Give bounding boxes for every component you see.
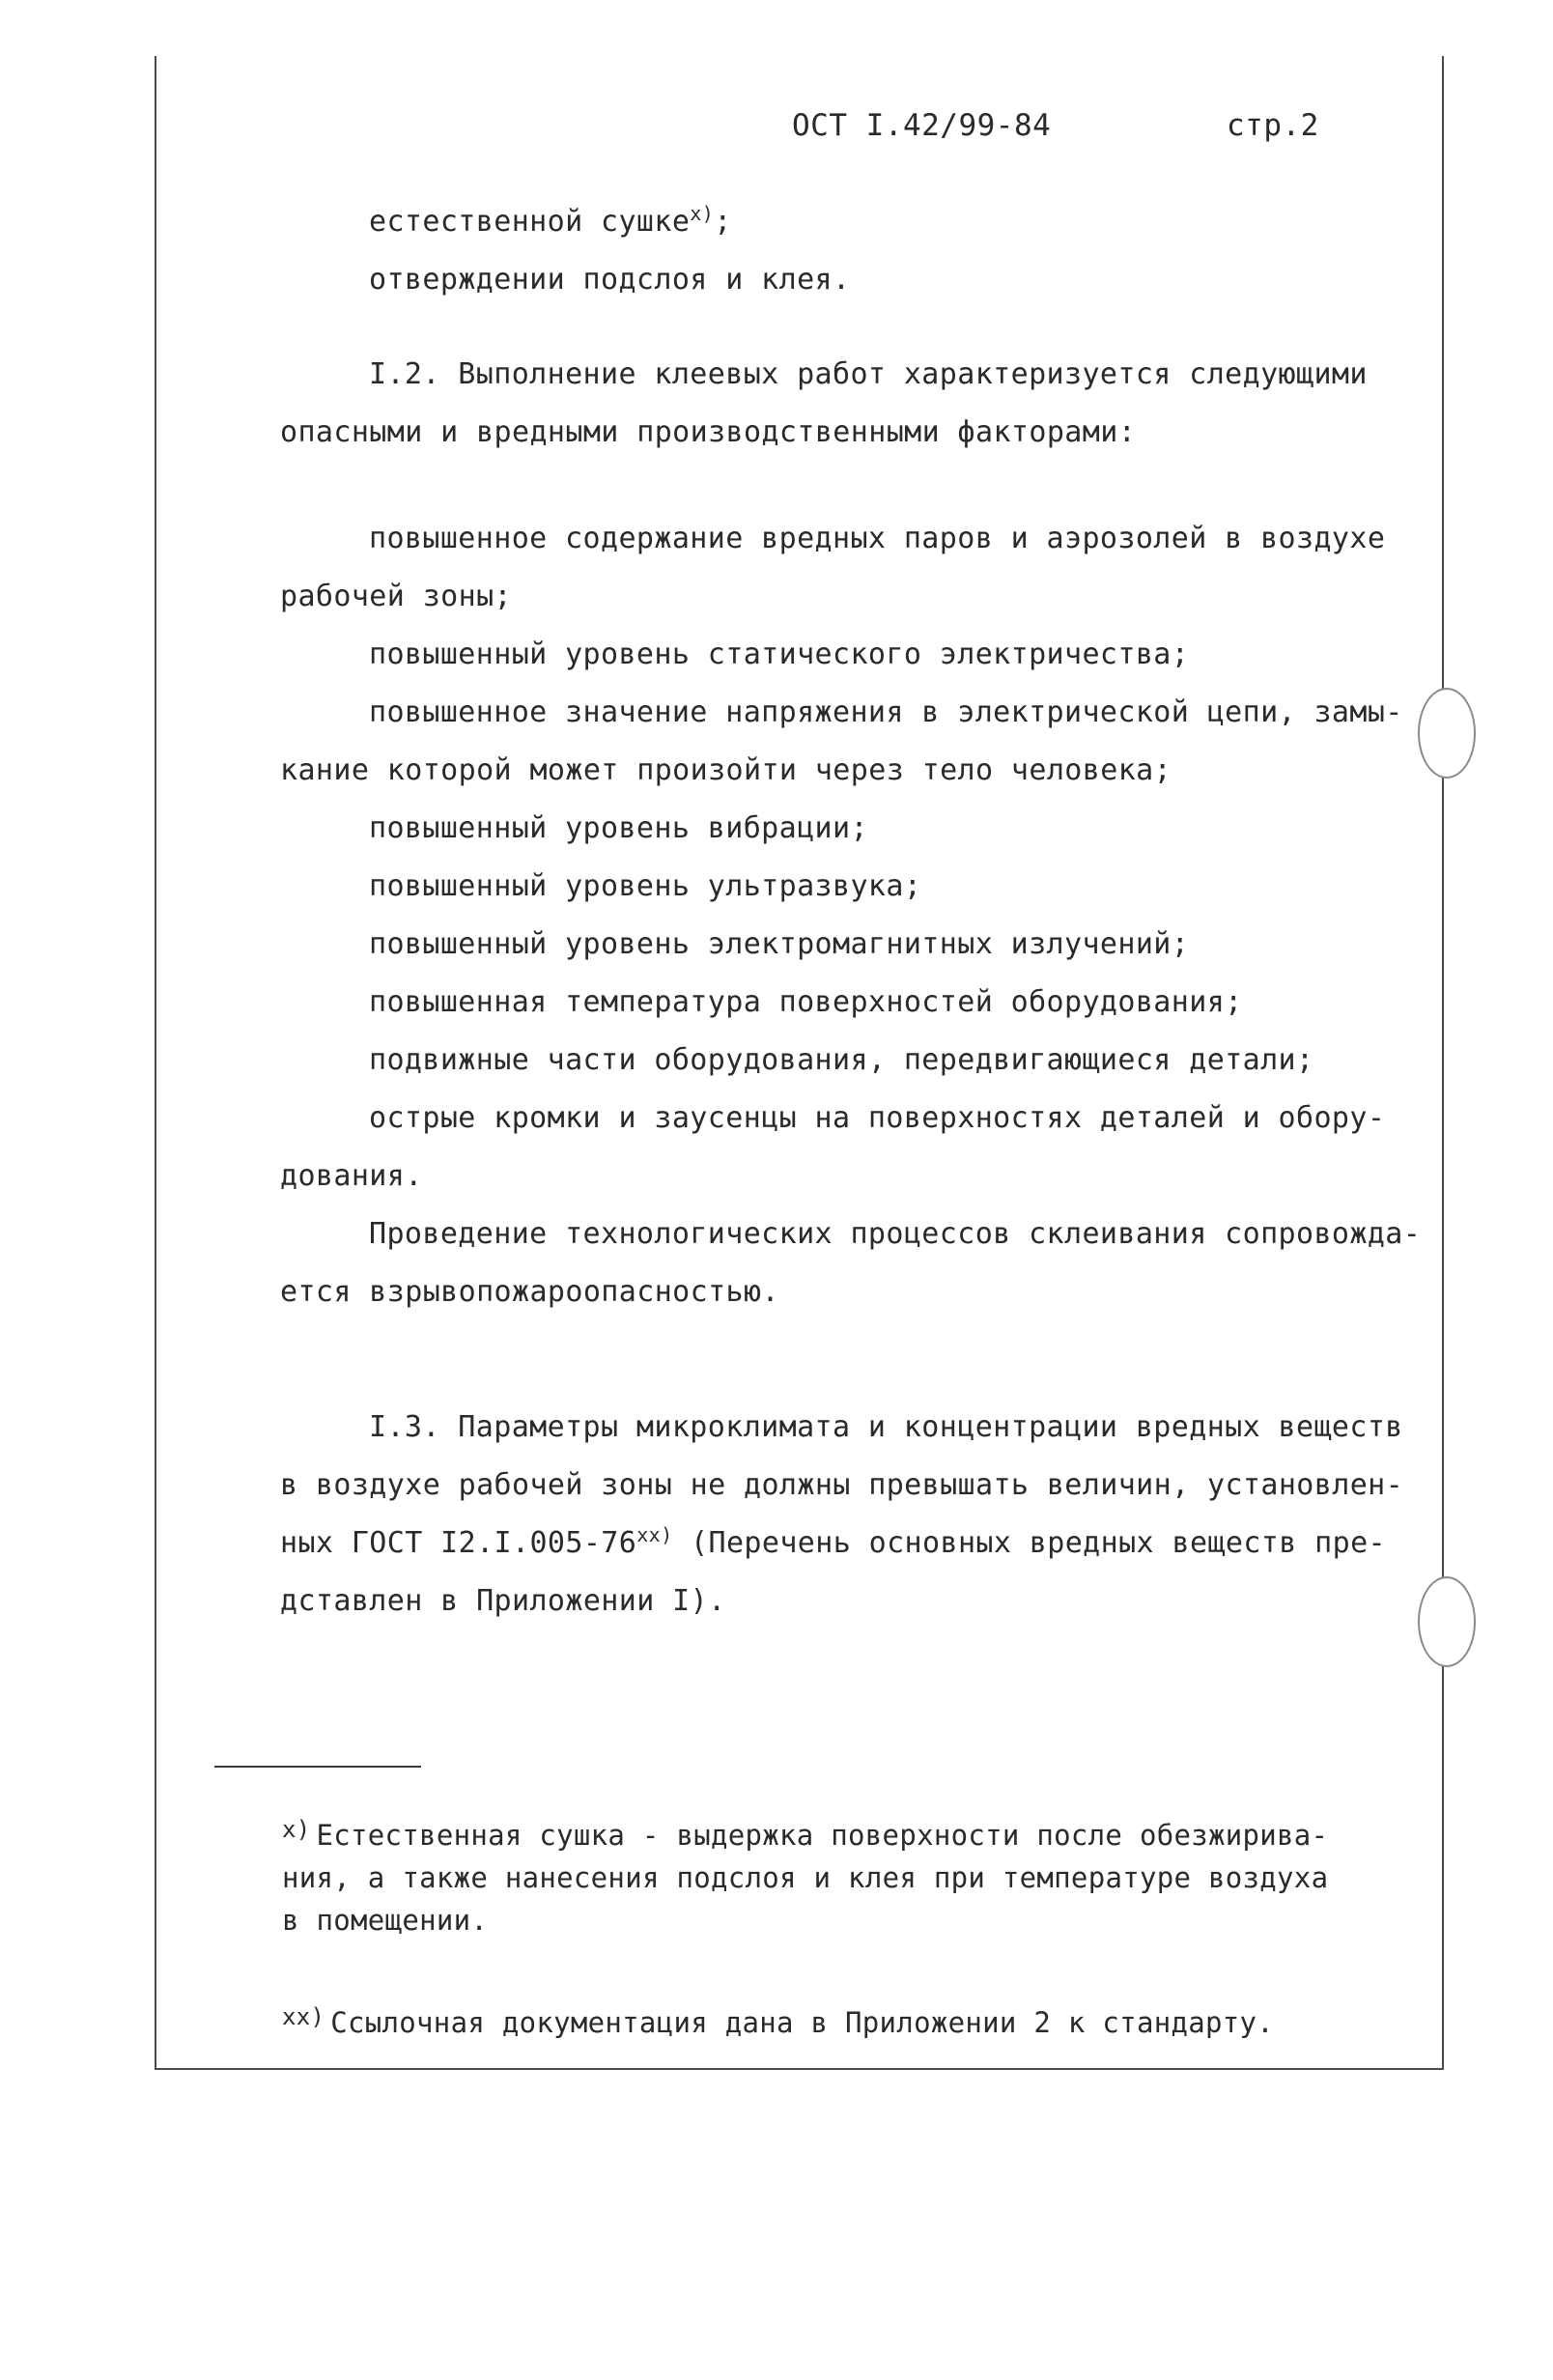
hazard-item: кание которой может произойти через тело человека;: [280, 753, 1172, 787]
hazard-item: повышенное значение напряжения в электрической цепи, замы-: [369, 695, 1403, 729]
section-1-2-intro: [280, 346, 1410, 462]
section-1-3-line-3-tail: (Перечень основных вредных веществ пре-: [672, 1526, 1387, 1560]
section-1-2-line-1: I.2. Выполнение клеевых работ характеризуется следующими: [369, 357, 1368, 391]
hazard-item: острые кромки и заусенцы на поверхностях деталей и обору-: [369, 1101, 1386, 1135]
footnote-1-text: Естественная сушка - выдержка поверхности после обезжирива-: [316, 1819, 1329, 1852]
footnote-1-line-3: в помещении.: [282, 1904, 489, 1937]
continuation-tail: ;: [714, 205, 732, 239]
footnote-2-line-1: [282, 1996, 1412, 2044]
hazard-item: повышенная температура поверхностей оборудования;: [369, 985, 1243, 1019]
footnote-ref-xx: xx): [636, 1523, 673, 1546]
hazard-item: дования.: [280, 1159, 423, 1193]
hazard-item: повышенный уровень вибрации;: [369, 811, 868, 845]
hazard-item: повышенный уровень электромагнитных излучений;: [369, 927, 1190, 961]
footnote-separator: [214, 1766, 421, 1768]
explosion-note-line-1: Проведение технологических процессов склеивания сопровожда-: [369, 1217, 1422, 1251]
footnote-1-mark: x): [282, 1816, 311, 1843]
continuation-block: [280, 193, 1410, 309]
section-1-3-line-2: в воздухе рабочей зоны не должны превышать величин, установлен-: [280, 1468, 1404, 1502]
page-number: стр.2: [1227, 108, 1319, 143]
document-code: ОСТ I.42/99-84: [792, 108, 1052, 143]
section-1-3-line-4: дставлен в Приложении I).: [280, 1584, 726, 1618]
hazard-item: рабочей зоны;: [280, 580, 512, 613]
hazard-item: повышенное содержание вредных паров и аэрозолей в воздухе: [369, 522, 1386, 555]
explosion-note-line-2: ется взрывопожароопасностью.: [280, 1275, 779, 1309]
section-1-3: [280, 1399, 1410, 1630]
footnote-1: [282, 1808, 1412, 1941]
punch-hole: [1418, 688, 1476, 779]
hazard-item: повышенный уровень ультразвука;: [369, 869, 922, 903]
hazard-list: [280, 510, 1422, 1321]
footnote-ref-x: x): [690, 202, 715, 225]
continuation-text: естественной сушке: [369, 205, 691, 239]
footnote-1-line-1: [282, 1808, 1412, 1856]
punch-hole: [1418, 1576, 1476, 1667]
footnote-1-line-2: ния, а также нанесения подслоя и клея при температуре воздуха: [282, 1861, 1329, 1894]
gost-reference: ных ГОСТ I2.I.005-76: [280, 1526, 637, 1560]
footnote-2: [282, 1996, 1412, 2044]
section-1-2-line-2: опасными и вредными производственными факторами:: [280, 415, 1137, 449]
hazard-item: повышенный уровень статического электричества;: [369, 638, 1190, 671]
section-1-3-line-3: [280, 1515, 1410, 1572]
continuation-line-1: [280, 193, 1410, 251]
continuation-line-2: отверждении подслоя и клея.: [369, 263, 851, 297]
footnote-2-mark: xx): [282, 2003, 325, 2030]
section-1-3-line-1: I.3. Параметры микроклимата и концентрации вредных веществ: [369, 1410, 1403, 1444]
footnote-2-text: Ссылочная документация дана в Приложении 2 к стандарту.: [330, 2006, 1275, 2039]
hazard-item: подвижные части оборудования, передвигающиеся детали;: [369, 1043, 1314, 1077]
